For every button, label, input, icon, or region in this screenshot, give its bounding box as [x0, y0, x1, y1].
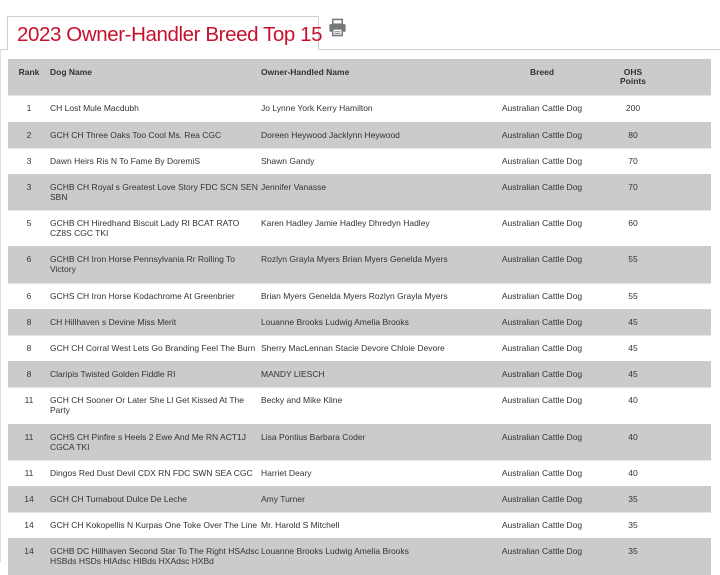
rank-cell: 14: [24, 520, 34, 530]
dog-name-cell: GCH CH Corral West Lets Go Branding Feel The Burn: [50, 343, 256, 353]
dog-name-cell: GCHB DC Hillhaven Second Star To The Right HSAdsc HSBds HSDs HIAdsc HIBds HXAdsc HXBd: [50, 546, 259, 566]
header-rank[interactable]: Rank: [18, 67, 40, 77]
rank-cell: 14: [24, 546, 34, 556]
owner-name-cell: Jo Lynne York Kerry Hamilton: [261, 103, 373, 113]
owner-name-cell: MANDY LIESCH: [261, 369, 325, 379]
dog-name-cell: Claripis Twisted Golden Fiddle RI: [50, 369, 176, 379]
dog-name-cell: Dawn Heirs Ris N To Fame By DoremiS: [50, 156, 201, 166]
rank-cell: 8: [26, 343, 32, 353]
page-title: 2023 Owner-Handler Breed Top 15: [17, 23, 323, 46]
rank-cell: 3: [26, 182, 32, 192]
breed-cell: Australian Cattle Dog: [501, 395, 583, 405]
breed-cell: Australian Cattle Dog: [501, 343, 583, 353]
owner-name-cell: Harriet Deary: [261, 468, 312, 478]
dog-name-cell: GCH CH Turnabout Dulce De Leche: [50, 494, 188, 504]
dog-name-cell: Dingos Red Dust Devil CDX RN FDC SWN SEA CGC: [50, 468, 253, 478]
rank-cell: 8: [26, 369, 32, 379]
dog-name-cell: GCH CH Sooner Or Later She Ll Get Kissed At The Party: [50, 395, 245, 415]
points-cell: 60: [628, 218, 638, 228]
breed-cell: Australian Cattle Dog: [501, 182, 583, 192]
rank-cell: 6: [26, 254, 32, 264]
points-cell: 70: [628, 156, 638, 166]
owner-name-cell: Jennifer Vanasse: [261, 182, 327, 192]
dog-name-cell: GCHB CH Hiredhand Biscuit Lady RI BCAT RATO CZ8S CGC TKI: [50, 218, 240, 238]
owner-name-cell: Louanne Brooks Ludwig Amelia Brooks: [261, 546, 409, 556]
tab-bar: [0, 0, 720, 50]
dog-name-cell: CH Hillhaven s Devine Miss Merit: [50, 317, 177, 327]
breed-cell: Australian Cattle Dog: [501, 520, 583, 530]
rank-cell: 11: [24, 432, 34, 442]
owner-name-cell: Doreen Heywood Jacklynn Heywood: [261, 130, 400, 140]
breed-cell: Australian Cattle Dog: [501, 369, 583, 379]
breed-cell: Australian Cattle Dog: [501, 468, 583, 478]
points-cell: 80: [628, 130, 638, 140]
owner-name-cell: Karen Hadley Jamie Hadley Dhredyn Hadley: [261, 218, 430, 228]
header-points-line1[interactable]: OHS: [623, 67, 643, 77]
breed-cell: Australian Cattle Dog: [501, 218, 583, 228]
points-cell: 35: [628, 546, 638, 556]
dog-name-cell: CH Lost Mule Macdubh: [50, 103, 139, 113]
header-dog-name[interactable]: Dog Name: [50, 67, 93, 77]
tab-owner-handler-top15[interactable]: [7, 16, 323, 50]
header-points-line2: Points: [620, 76, 646, 86]
dog-name-cell: GCHS CH Pinfire s Heels 2 Ewe And Me RN ACT1J CGCA TKI: [50, 432, 247, 452]
owner-name-cell: Rozlyn Grayla Myers Brian Myers Genelda Myers: [261, 254, 448, 264]
dog-name-cell: GCH CH Three Oaks Too Cool Ms. Rea CGC: [50, 130, 222, 140]
breed-cell: Australian Cattle Dog: [501, 254, 583, 264]
owner-name-cell: Mr. Harold S Mitchell: [261, 520, 340, 530]
rank-cell: 1: [26, 103, 32, 113]
printer-icon[interactable]: [328, 18, 347, 37]
owner-name-cell: Sherry MacLennan Stacie Devore Chloie Devore: [261, 343, 445, 353]
points-cell: 40: [628, 395, 638, 405]
rank-cell: 11: [24, 468, 34, 478]
rank-cell: 3: [26, 156, 32, 166]
points-cell: 55: [628, 254, 638, 264]
owner-name-cell: Shawn Gandy: [261, 156, 315, 166]
rank-cell: 8: [26, 317, 32, 327]
points-cell: 35: [628, 494, 638, 504]
points-cell: 45: [628, 343, 638, 353]
owner-name-cell: Amy Turner: [261, 494, 305, 504]
rank-cell: 5: [26, 218, 32, 228]
points-cell: 35: [628, 520, 638, 530]
rank-cell: 14: [24, 494, 34, 504]
breed-cell: Australian Cattle Dog: [501, 103, 583, 113]
breed-cell: Australian Cattle Dog: [501, 291, 583, 301]
points-cell: 55: [628, 291, 638, 301]
breed-cell: Australian Cattle Dog: [501, 156, 583, 166]
owner-name-cell: Brian Myers Genelda Myers Rozlyn Grayla Myers: [261, 291, 448, 301]
breed-cell: Australian Cattle Dog: [501, 546, 583, 556]
content-panel: [0, 49, 720, 562]
breed-cell: Australian Cattle Dog: [501, 317, 583, 327]
points-cell: 45: [628, 317, 638, 327]
dog-name-cell: GCHB CH Iron Horse Pennsylvania Rr Rolling To Victory: [50, 254, 236, 274]
points-cell: 200: [625, 103, 641, 113]
dog-name-cell: GCH CH Kokopellis N Kurpas One Toke Over The Line: [50, 520, 258, 530]
dog-name-cell: GCHS CH Iron Horse Kodachrome At Greenbrier: [50, 291, 235, 301]
rank-cell: 11: [24, 395, 34, 405]
breed-cell: Australian Cattle Dog: [501, 432, 583, 442]
breed-cell: Australian Cattle Dog: [501, 130, 583, 140]
header-owner-name[interactable]: Owner-Handled Name: [261, 67, 350, 77]
points-cell: 40: [628, 468, 638, 478]
owner-name-cell: Louanne Brooks Ludwig Amelia Brooks: [261, 317, 409, 327]
breed-cell: Australian Cattle Dog: [501, 494, 583, 504]
owner-name-cell: Lisa Pontius Barbara Coder: [261, 432, 366, 442]
points-cell: 70: [628, 182, 638, 192]
owner-name-cell: Becky and Mike Kline: [261, 395, 343, 405]
dog-name-cell: GCHB CH Royal s Greatest Love Story FDC SCN SEN SBN: [50, 182, 258, 202]
rank-cell: 2: [26, 130, 32, 140]
points-cell: 40: [628, 432, 638, 442]
points-cell: 45: [628, 369, 638, 379]
header-breed[interactable]: Breed: [529, 67, 555, 77]
rank-cell: 6: [26, 291, 32, 301]
